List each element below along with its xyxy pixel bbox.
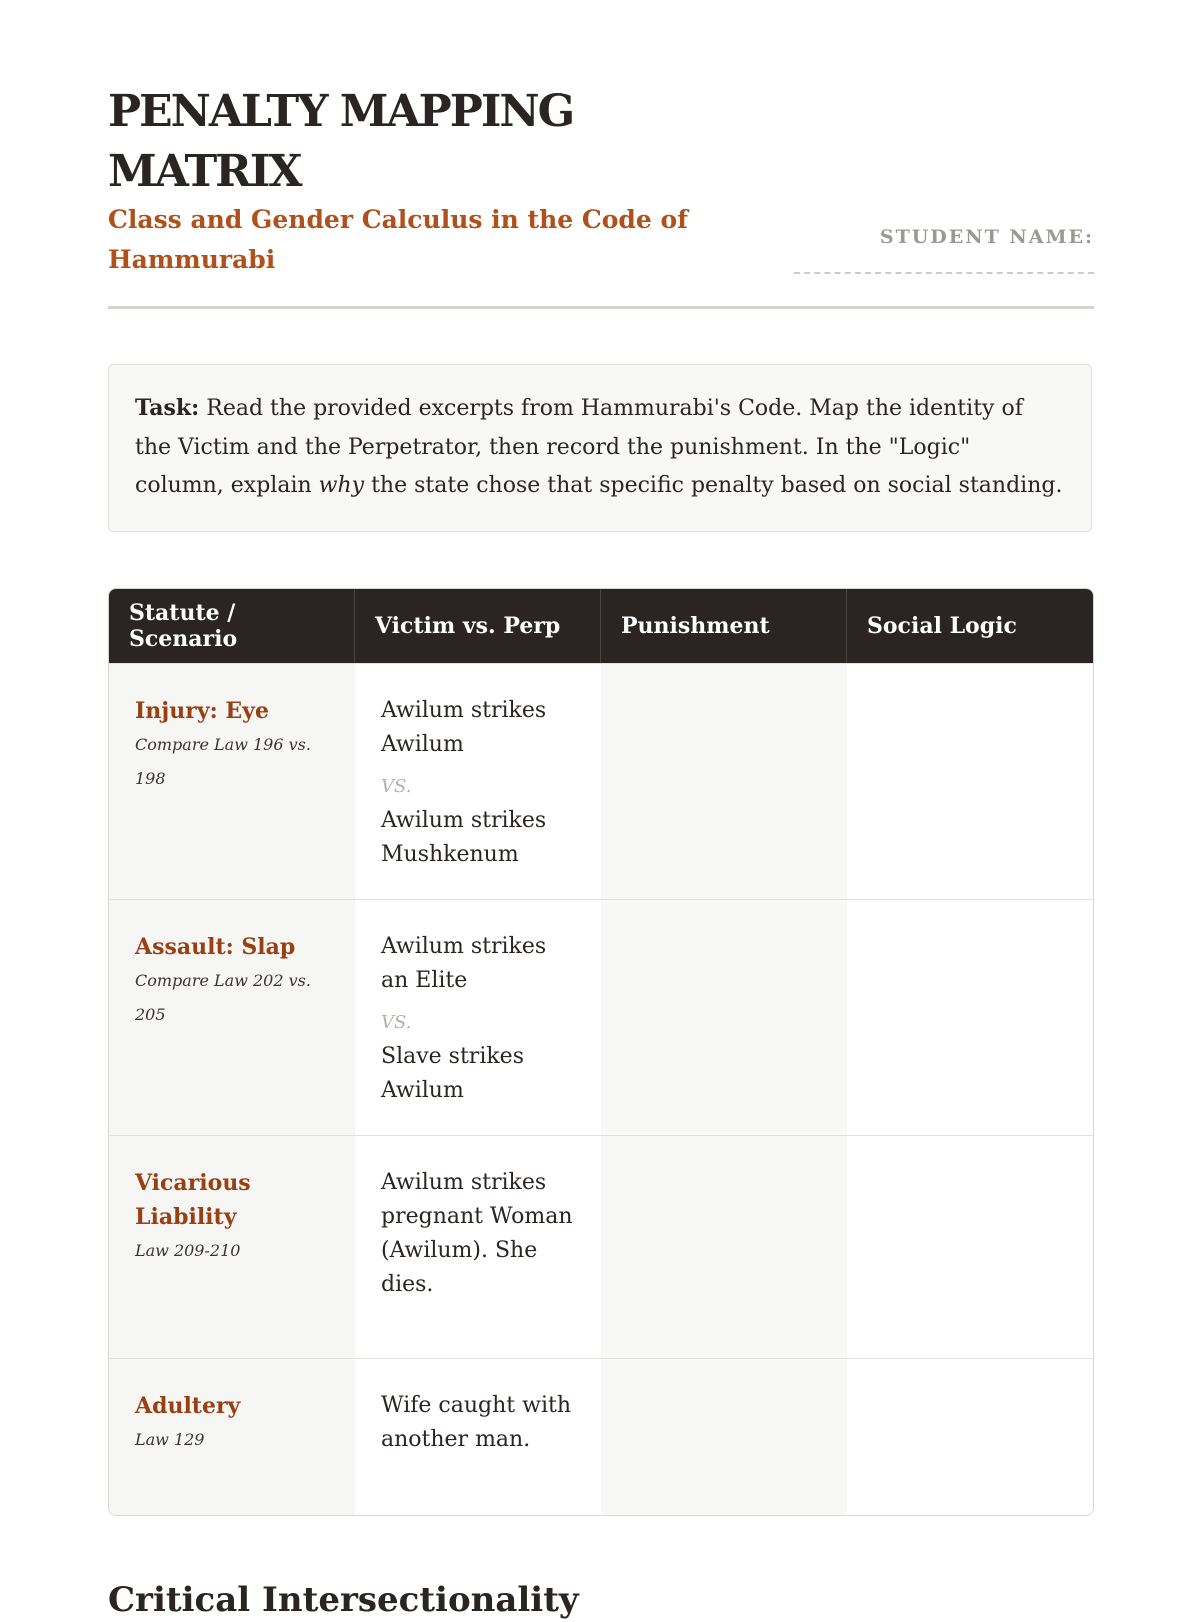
victim-perp-cell [355, 664, 601, 899]
task-text-before: Read the provided excerpts from Hammurabi's Code. Map the identity of the Victim and the Perpetrator, then record the punishment. In the "Logic" column, explain [135, 396, 1023, 498]
statute-reference: Law 209-210 [135, 1241, 241, 1260]
student-name-block [794, 226, 1094, 248]
scenario-a: Awilum strikes pregnant Woman (Awilum). She dies. [381, 1170, 573, 1297]
student-name-label: STUDENT NAME: [879, 226, 1094, 248]
victim-perp-cell [355, 1359, 601, 1516]
punishment-cell[interactable] [601, 664, 847, 899]
scenario-a: Awilum strikes Awilum [381, 698, 547, 757]
social-logic-cell[interactable] [847, 664, 1093, 899]
header-victim-perp: Victim vs. Perp [355, 589, 601, 663]
vs-label: VS. [381, 776, 412, 797]
task-text-after: the state chose that specific penalty based on social standing. [371, 473, 1063, 498]
social-logic-cell[interactable] [847, 1136, 1093, 1358]
statute-title: Vicarious Liability [135, 1170, 251, 1230]
statute-title: Assault: Slap [135, 934, 296, 960]
scenario-b: Awilum strikes Mushkenum [381, 808, 547, 867]
punishment-cell[interactable] [601, 900, 847, 1135]
student-name-field[interactable] [794, 272, 1094, 274]
scenario-a: Wife caught with another man. [381, 1393, 571, 1452]
victim-perp-cell [355, 900, 601, 1135]
penalty-matrix-table [108, 588, 1094, 1516]
worksheet-header [108, 0, 1094, 310]
table-row [109, 1358, 1093, 1516]
header-social-logic: Social Logic [867, 613, 1017, 639]
statute-cell [109, 664, 355, 899]
page-subtitle: Class and Gender Calculus in the Code of Hammurabi [108, 205, 688, 274]
statute-title: Injury: Eye [135, 698, 269, 724]
vs-label: VS. [381, 1012, 412, 1033]
punishment-cell[interactable] [601, 1359, 847, 1516]
section-heading: Critical Intersectionality [108, 1580, 579, 1620]
statute-title: Adultery [135, 1393, 241, 1419]
punishment-cell[interactable] [601, 1136, 847, 1358]
statute-cell [109, 900, 355, 1135]
statute-cell [109, 1359, 355, 1516]
table-row [109, 1135, 1093, 1358]
statute-reference: Compare Law 202 vs. 205 [135, 971, 311, 1024]
task-emphasis: why [318, 473, 365, 498]
table-row [109, 663, 1093, 899]
task-instructions [108, 364, 1092, 532]
scenario-b: Slave strikes Awilum [381, 1044, 524, 1103]
scenario-a: Awilum strikes an Elite [381, 934, 547, 993]
statute-reference: Law 129 [135, 1430, 205, 1449]
table-header-row [109, 589, 1093, 663]
statute-cell [109, 1136, 355, 1358]
worksheet-page [108, 0, 1094, 1620]
header-statute: Statute / Scenario [109, 589, 355, 663]
table-row [109, 899, 1093, 1135]
social-logic-cell[interactable] [847, 1359, 1093, 1516]
task-label: Task: [135, 395, 200, 421]
social-logic-cell[interactable] [847, 900, 1093, 1135]
statute-reference: Compare Law 196 vs. 198 [135, 735, 311, 788]
header-divider [108, 306, 1094, 309]
header-punishment: Punishment [601, 589, 847, 663]
page-title: PENALTY MAPPING MATRIX [108, 86, 574, 197]
victim-perp-cell [355, 1136, 601, 1358]
